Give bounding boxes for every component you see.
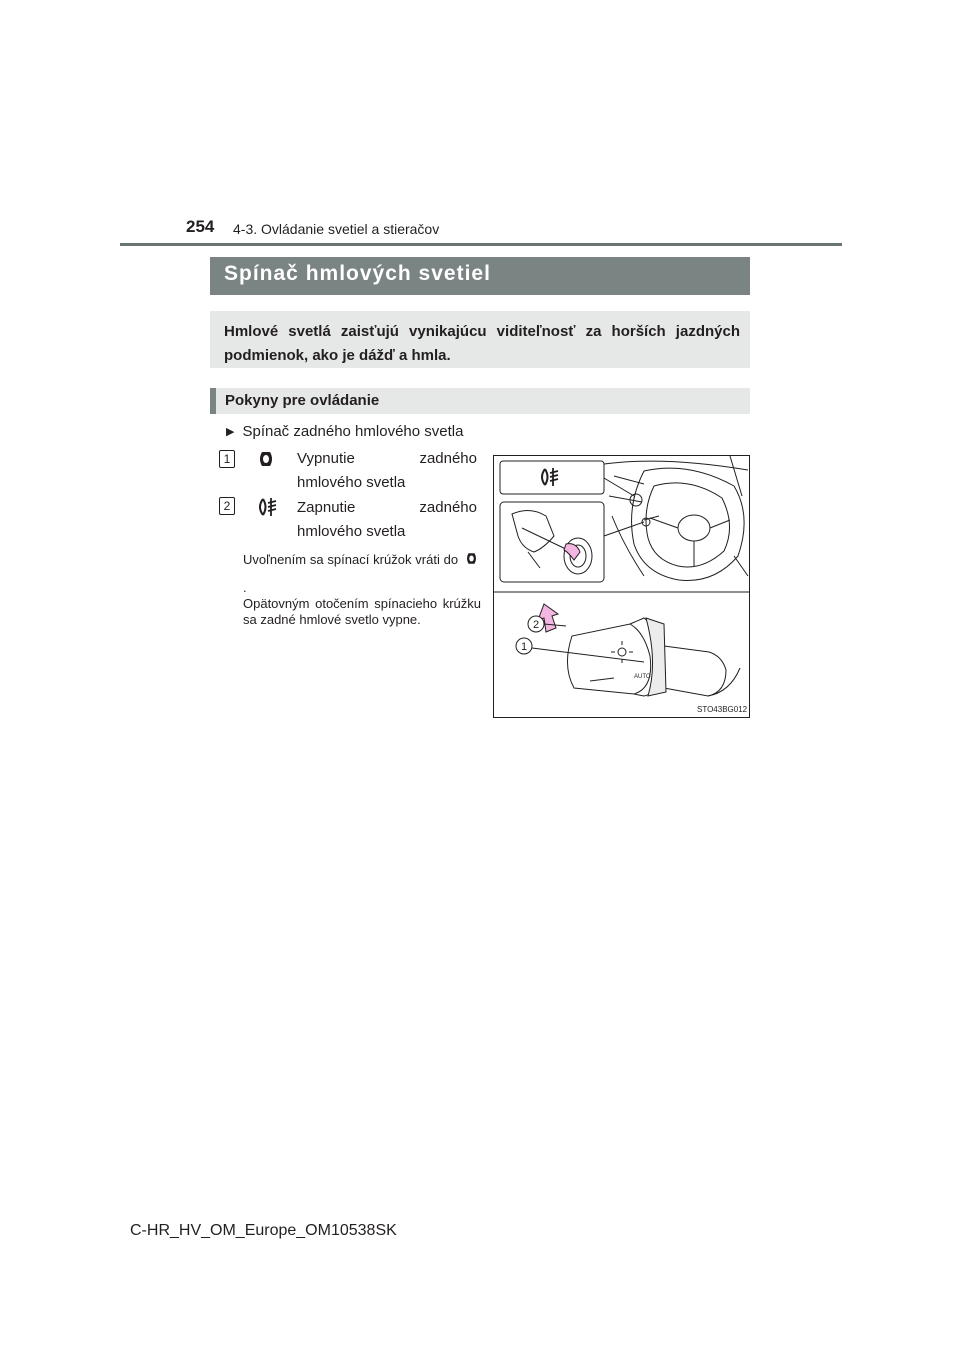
subsection-heading <box>210 388 750 414</box>
note-return-text: Uvoľnením sa spínací krúžok vráti do <box>243 552 459 567</box>
bullet-text: Spínač zadného hmlového svetla <box>242 423 464 440</box>
running-head: 4-3. Ovládanie svetiel a stieračov <box>233 221 440 237</box>
illustration-figure <box>493 455 750 718</box>
item-text-1: Vypnutie zadného hmlového svetla <box>297 450 477 491</box>
callout-1 <box>516 638 644 662</box>
item-text-2: Zapnutie zadného hmlového svetla <box>297 499 477 540</box>
item-number-1: 1 <box>219 450 235 468</box>
callout-2-label: 2 <box>532 619 540 631</box>
fog-light-off-icon <box>256 449 276 469</box>
callout-1-label: 1 <box>520 641 528 653</box>
bullet-item <box>226 423 463 440</box>
item-number-2: 2 <box>219 497 235 515</box>
triangle-bullet-icon: ▶ <box>226 426 235 438</box>
note-return-period: . <box>243 580 247 595</box>
page-number: 254 <box>186 217 215 236</box>
fog-switch-illustration <box>494 456 749 717</box>
note-return <box>243 546 481 602</box>
figure-code: STO43BG012 <box>697 705 748 714</box>
rear-fog-light-icon <box>255 495 279 519</box>
fog-light-off-icon <box>464 551 479 566</box>
note-turn-off: Opätovným otočením spínacieho krúžku sa zadné hmlové svetlo vypne. <box>243 596 481 627</box>
section-title: Spínač hmlových svetiel <box>210 257 750 295</box>
header-rule <box>120 243 842 246</box>
footer-doc-id: C-HR_HV_OM_Europe_OM10538SK <box>130 1222 397 1239</box>
subsection-heading-text: Pokyny pre ovládanie <box>225 392 380 409</box>
intro-text: Hmlové svetlá zaisťujú vynikajúcu viditeľnosť za horších jazdných podmienok, ako je dážď a hmla. <box>224 323 740 364</box>
switch-auto-label: AUTO <box>634 674 651 680</box>
intro-box <box>210 311 750 368</box>
